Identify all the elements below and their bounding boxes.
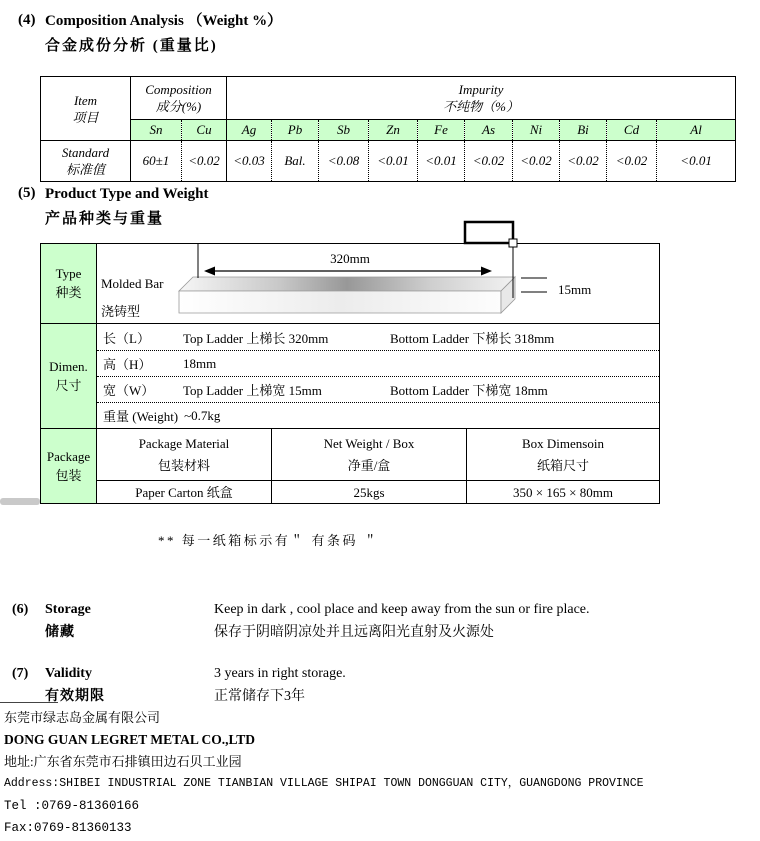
element-header: As [465,120,513,141]
element-header: Al [657,120,736,141]
package-label-en: Package [46,448,91,464]
element-header: Cd [607,120,657,141]
dimen-label-zh: 尺寸 [55,377,82,393]
element-header: Sb [319,120,369,141]
package-header-en: Box Dimensoin [522,436,604,451]
storage-title-en: Storage [45,602,91,617]
company-address-en: Address:SHIBEI INDUSTRIAL ZONE TIANBIAN VILLAGE SHIPAI TOWN DONGGUAN CITY，GUANGDONG PROVINCE [4,777,644,790]
dimen-label-en: Dimen. [49,358,88,374]
impurity-label-en: Impurity [458,82,504,97]
dimension-value-bottom: Bottom Ladder 下梯宽 18mm [390,383,548,398]
element-header: Fe [418,120,465,141]
standard-value: Bal. [272,141,319,182]
dimension-length-row [97,324,659,351]
dimension-label: 高（H） [103,357,152,372]
section-validity [12,665,346,706]
section-title-en: Product Type and Weight [45,186,209,202]
dimension-value-top: Top Ladder 上梯宽 15mm [183,383,322,398]
type-value-en: Molded Bar [101,276,164,291]
element-header: Cu [182,120,227,141]
standard-row-header [41,141,131,182]
standard-value: 60±1 [131,141,182,182]
type-label-en: Type [55,266,82,281]
section-number: (7) [12,666,29,681]
composition-label-zh: 成分(%) [155,99,202,114]
composition-header-cell [131,77,227,120]
element-header: Zn [369,120,418,141]
company-tel: Tel :0769-81360166 [4,799,140,813]
composition-label-en: Composition [145,82,212,97]
type-row [41,244,659,324]
section-title-zh: 合金成份分析 (重量比) [45,38,218,54]
dimension-row [41,324,659,429]
net-weight-value: 25kgs [272,481,467,503]
package-header-en: Net Weight / Box [323,436,415,451]
company-info [4,707,644,839]
composition-table [40,76,736,182]
standard-value: <0.02 [465,141,513,182]
impurity-header-cell [227,77,736,120]
standard-value: <0.02 [560,141,607,182]
element-header: Bi [560,120,607,141]
dimension-label: 长（L） [103,330,150,346]
type-value-zh: 浇铸型 [101,304,141,319]
package-header-zh: 净重/盒 [347,458,391,473]
validity-title-en: Validity [45,666,92,681]
dimension-label: 宽（W） [103,383,155,398]
element-header: Sn [131,120,182,141]
section-composition-heading [18,12,282,55]
dimension-value-top: Top Ladder 上梯长 320mm [183,330,329,346]
package-row-header [41,429,97,503]
type-row-content [97,244,659,323]
standard-value: <0.03 [227,141,272,182]
box-dimension-value: 350 × 165 × 80mm [513,484,613,500]
standard-value: <0.01 [657,141,736,182]
dimension-width-row [97,377,659,403]
bar-thickness-label: 15mm [558,282,592,297]
product-table [40,243,660,504]
standard-value: <0.02 [182,141,227,182]
item-header-cell [41,77,131,141]
company-fax: Fax:0769-81360133 [4,821,132,835]
type-label-zh: 种类 [55,285,82,300]
package-header-en: Package Material [138,436,230,451]
package-header-zh: 包装材料 [157,458,210,473]
company-address-zh: 地址:广东省东莞市石排镇田边石贝工业园 [4,754,242,769]
element-header: Ag [227,120,272,141]
package-material-value: Paper Carton 纸盒 [97,481,272,503]
section-title-zh: 产品种类与重量 [45,211,165,227]
type-row-header [41,244,97,323]
validity-desc-en: 3 years in right storage. [214,666,346,681]
item-label-zh: 项目 [72,109,99,125]
dimension-row-header [41,324,97,428]
section-product-heading [18,185,209,228]
company-name-zh: 东莞市绿志岛金属有限公司 [4,710,161,725]
standard-label-zh: 标准值 [65,162,105,177]
dimension-label: 重量 (Weight) [103,409,179,424]
standard-value: <0.02 [607,141,657,182]
section-title-en: Composition Analysis （Weight %） [45,13,283,29]
section-storage [12,601,590,642]
standard-value: <0.02 [513,141,560,182]
bar-length-label: 320mm [330,251,370,266]
barcode-note: ** 每一纸箱标示有＂ 有条码 ＂ [158,533,380,548]
end-view-rectangle [465,222,513,243]
item-label-en: Item [73,92,98,108]
section-number: (4) [18,12,36,28]
dimension-height-row [97,351,659,377]
package-row [41,429,659,503]
dimension-value-top: 18mm [183,355,217,371]
standard-value: <0.01 [418,141,465,182]
storage-desc-zh: 保存于阴暗阴凉处并且远离阳光直射及火源处 [214,625,494,640]
net-weight-header [272,429,467,480]
package-material-header [97,429,272,480]
dimension-value-top: ~0.7kg [184,407,221,423]
company-name-en: DONG GUAN LEGRET METAL CO.,LTD [4,732,256,747]
package-label-zh: 包装 [55,467,82,483]
section-number: (6) [12,602,29,617]
element-header: Pb [272,120,319,141]
scan-artifact [0,498,40,505]
section-number: (5) [18,185,36,201]
divider-line [0,702,58,703]
standard-value: <0.01 [369,141,418,182]
box-dimension-header [467,429,659,480]
package-header-zh: 纸箱尺寸 [536,458,589,473]
storage-title-zh: 储藏 [45,625,75,640]
storage-desc-en: Keep in dark , cool place and keep away from the sun or fire place. [214,602,590,617]
standard-value: <0.08 [319,141,369,182]
dimension-weight-row [97,403,659,428]
validity-title-zh: 有效期限 [45,689,105,704]
element-header: Ni [513,120,560,141]
impurity-label-zh: 不纯物（%） [443,99,519,114]
standard-label-en: Standard [61,145,110,160]
dimension-value-bottom: Bottom Ladder 下梯长 318mm [390,330,555,346]
validity-desc-zh: 正常储存下3年 [214,689,305,704]
